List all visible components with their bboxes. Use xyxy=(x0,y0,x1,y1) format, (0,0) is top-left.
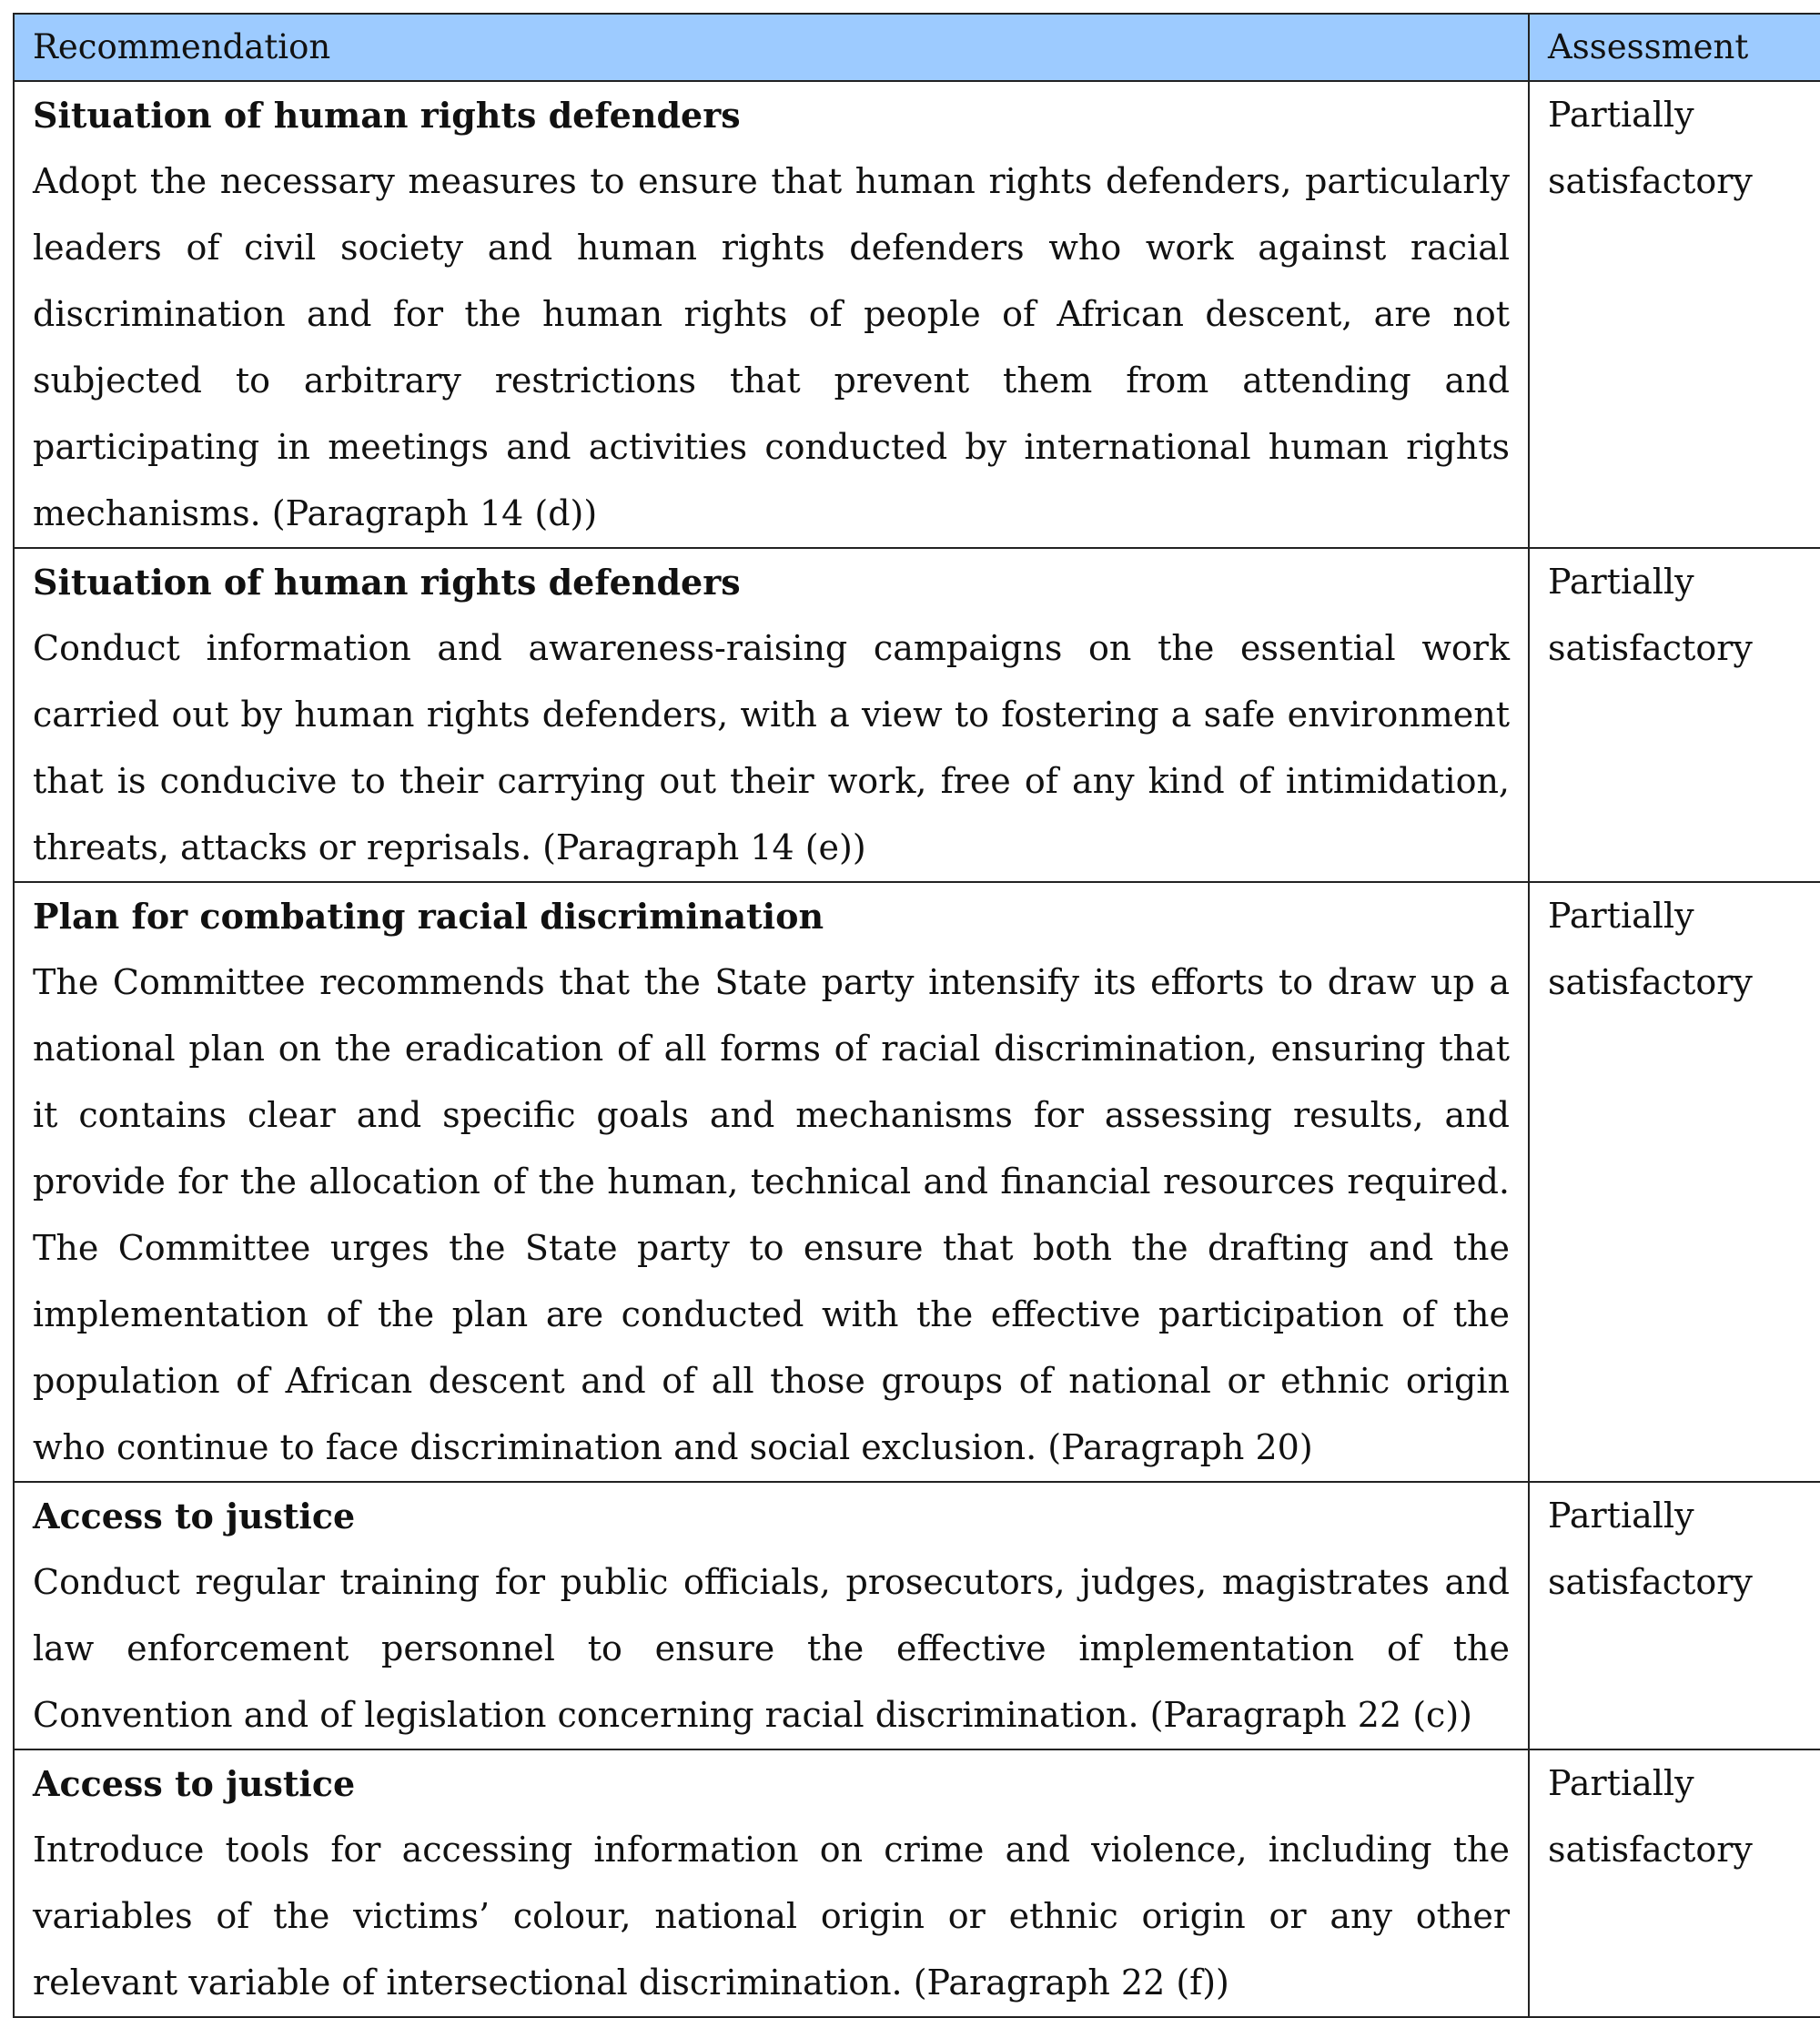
recommendation-title: Situation of human rights defenders xyxy=(33,95,741,136)
recommendation-text: The Committee recommends that the State party intensify its efforts to draw up a national plan on the eradication of all forms of racial discrimination, ensuring that it contains clear and specific goals and mechanisms for assessing results, and provide for the allocation of the human, technical and financial resources required. The Committee urges the State party to ensure that both the drafting and the implementation of the plan are conducted with the effective participation of the population of African descent and of all those groups of national or ethnic origin who continue to face discrimination and social exclusion. (Paragraph 20) xyxy=(33,962,1510,1467)
assessment-value: Partially satisfactory xyxy=(1548,896,1753,1002)
recommendation-cell xyxy=(14,882,1529,1482)
recommendations-table xyxy=(13,13,1820,2018)
assessment-cell xyxy=(1529,1482,1820,1749)
assessment-cell xyxy=(1529,81,1820,548)
recommendation-title: Access to justice xyxy=(33,1763,356,1804)
table-header-row xyxy=(14,14,1820,81)
assessment-value: Partially satisfactory xyxy=(1548,1496,1753,1602)
table-row xyxy=(14,882,1820,1482)
assessment-value: Partially satisfactory xyxy=(1548,95,1753,201)
recommendation-title: Situation of human rights defenders xyxy=(33,562,741,603)
table-row xyxy=(14,81,1820,548)
assessment-value: Partially satisfactory xyxy=(1548,1763,1753,1870)
assessment-cell xyxy=(1529,882,1820,1482)
recommendation-cell xyxy=(14,81,1529,548)
recommendation-title: Access to justice xyxy=(33,1496,356,1536)
table-row xyxy=(14,1749,1820,2017)
recommendation-text: Introduce tools for accessing information on crime and violence, including the variables of the victims’ colour, national origin or ethnic origin or any other relevant variable of intersectional discrimination. (Paragraph 22 (f)) xyxy=(33,1830,1510,2003)
recommendation-cell xyxy=(14,1749,1529,2017)
assessment-cell xyxy=(1529,1749,1820,2017)
assessment-value: Partially satisfactory xyxy=(1548,562,1753,668)
header-recommendation: Recommendation xyxy=(14,14,1529,81)
recommendation-cell xyxy=(14,1482,1529,1749)
recommendation-cell xyxy=(14,548,1529,882)
recommendation-text: Adopt the necessary measures to ensure that human rights defenders, particularly leaders of civil society and human rights defenders who work against racial discrimination and for the human rights of people of African descent, are not subjected to arbitrary restrictions that prevent them from attending and participating in meetings and activities conducted by international human rights mechanisms. (Paragraph 14 (d)) xyxy=(33,161,1510,533)
table-row xyxy=(14,1482,1820,1749)
recommendation-text: Conduct information and awareness-raising campaigns on the essential work carried out by human rights defenders, with a view to fostering a safe environment that is conducive to their carrying out their work, free of any kind of intimidation, threats, attacks or reprisals. (Paragraph 14 (e)) xyxy=(33,628,1510,867)
assessment-cell xyxy=(1529,548,1820,882)
recommendation-text: Conduct regular training for public officials, prosecutors, judges, magistrates and law enforcement personnel to ensure the effective implementation of the Convention and of legislation concerning racial discrimination. (Paragraph 22 (c)) xyxy=(33,1562,1510,1735)
table-row xyxy=(14,548,1820,882)
recommendation-title: Plan for combating racial discrimination xyxy=(33,896,824,937)
header-assessment: Assessment xyxy=(1529,14,1820,81)
